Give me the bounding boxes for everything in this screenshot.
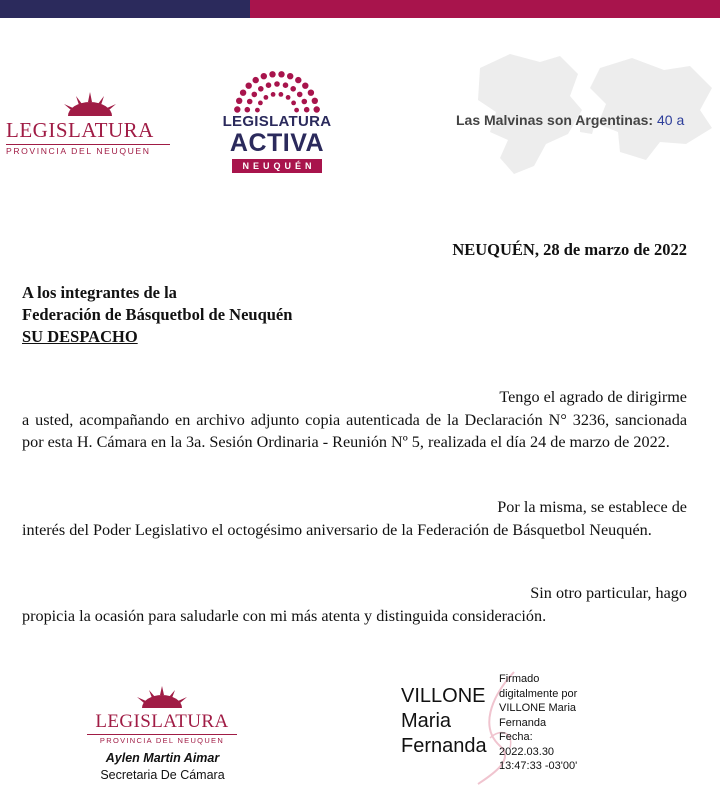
stamp-line: Firmado xyxy=(499,673,540,685)
stamp-line: Fernanda xyxy=(499,716,547,729)
signatory-left xyxy=(70,750,255,784)
signature-logo-subtitle: PROVINCIA DEL NEUQUEN xyxy=(87,734,237,745)
signature-legislatura-logo xyxy=(87,686,237,745)
header-strip-crimson xyxy=(250,0,720,18)
digital-signer-name xyxy=(401,684,487,759)
legislatura-activa-logo xyxy=(218,70,336,174)
stamp-line: digitalmente por xyxy=(499,687,578,700)
stamp-line: VILLONE Maria xyxy=(499,702,577,714)
malvinas-highlight: 40 a xyxy=(656,112,685,128)
paragraph-3-body: propicia la ocasión para saludarle con mi más atenta y distinguida consideración. xyxy=(22,606,547,625)
recipient-line1: A los integrantes de la xyxy=(22,283,177,302)
signatory-role: Secretaria De Cámara xyxy=(100,768,225,782)
digital-signature-stamp xyxy=(499,672,577,774)
paragraph-1-body: a usted, acompañando en archivo adjunto copia autenticada de la Declaración N° 3236, sancionada por esta H. Cámara en la 3a. Sesión Ordinaria - Reunión Nº 5, realizada el día 24 de marzo de 2022. xyxy=(22,410,687,451)
legislatura-subtitle: PROVINCIA DEL NEUQUEN xyxy=(6,144,170,156)
letter-date: NEUQUÉN, 28 de marzo de 2022 xyxy=(452,240,687,259)
signature-logo-wordmark: LEGISLATURA xyxy=(95,711,229,732)
paragraph-2-body: interés del Poder Legislativo el octogésimo aniversario de la Federación de Básquetbol Neuquén. xyxy=(22,520,652,539)
activa-line3: NEUQUÉN xyxy=(232,159,321,173)
activa-line1: LEGISLATURA xyxy=(222,113,332,130)
rising-sun-icon xyxy=(87,686,237,710)
stamp-line: Fecha: xyxy=(499,731,533,743)
dotted-arc-icon xyxy=(232,70,322,114)
malvinas-slogan xyxy=(456,112,684,128)
paragraph-3 xyxy=(22,582,687,627)
signatory-name: Aylen Martin Aimar xyxy=(105,751,220,765)
stamp-line: 13:47:33 -03'00' xyxy=(499,760,578,772)
legislatura-logo xyxy=(6,92,176,156)
recipient-line3: SU DESPACHO xyxy=(22,327,138,346)
paragraph-2 xyxy=(22,496,687,541)
rising-sun-icon xyxy=(6,92,176,118)
recipient-line2: Federación de Básquetbol de Neuquén xyxy=(22,305,293,324)
legislatura-wordmark: LEGISLATURA xyxy=(6,118,154,142)
stamp-line: 2022.03.30 xyxy=(499,745,555,758)
paragraph-1 xyxy=(22,386,687,454)
recipient-block xyxy=(22,282,292,348)
malvinas-label: Las Malvinas son Argentinas: xyxy=(456,112,654,128)
paragraph-1-first-line: Tengo el agrado de dirigirme xyxy=(499,388,687,406)
activa-line2: ACTIVA xyxy=(229,129,325,157)
paragraph-3-first-line: Sin otro particular, hago xyxy=(530,584,687,602)
signer-name-line: Fernanda xyxy=(401,735,487,757)
header-strip-navy xyxy=(0,0,250,18)
signer-name-line: VILLONE xyxy=(401,685,486,707)
paragraph-2-first-line: Por la misma, se establece de xyxy=(497,498,687,516)
signer-name-line: Maria xyxy=(401,710,452,732)
